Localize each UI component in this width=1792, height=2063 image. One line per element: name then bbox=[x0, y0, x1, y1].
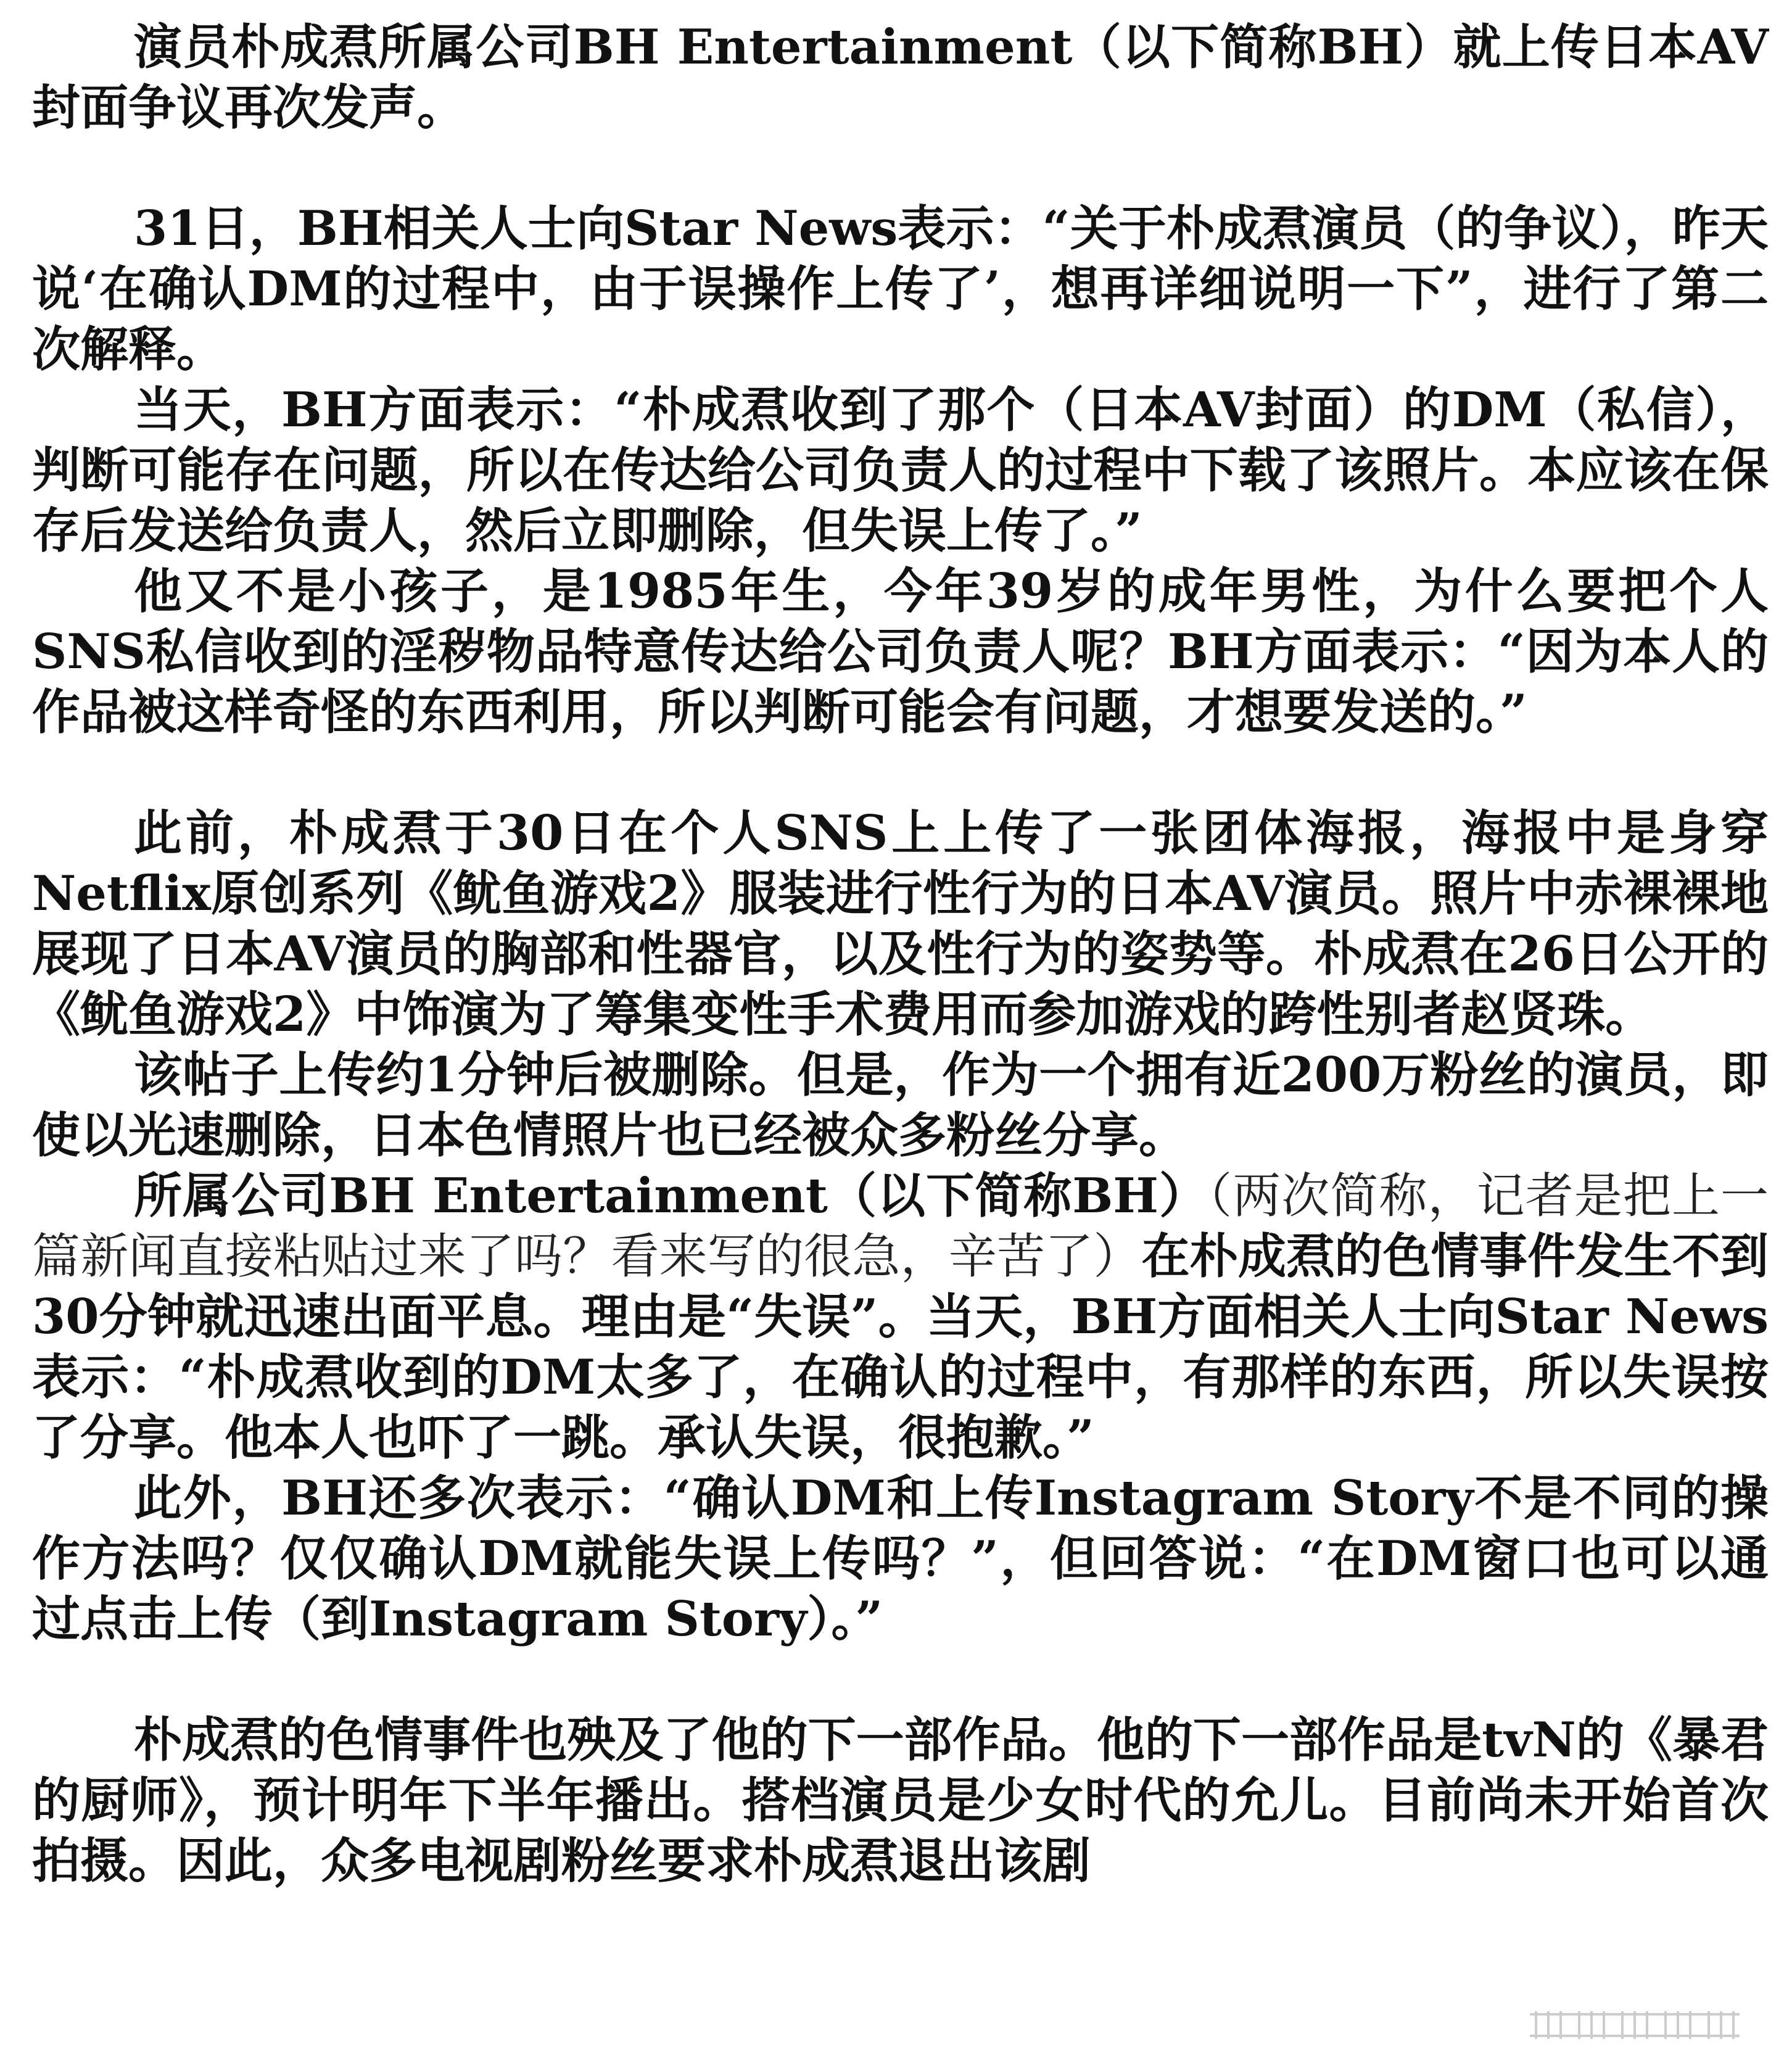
paragraph-7-lead: 所属公司BH Entertainment（以下简称BH） bbox=[134, 1168, 1208, 1224]
paragraph-2: 31日，BH相关人士向Star News表示：“关于朴成焄演员（的争议），昨天说‘在确认DM的过程中，由于误操作上传了’，想再详细说明一下”，进行了第二次解释。 bbox=[32, 201, 1769, 378]
paragraph-5: 此前，朴成焄于30日在个人SNS上上传了一张团体海报，海报中是身穿Netflix原创系列《鱿鱼游戏2》服装进行性行为的日本AV演员。照片中赤裸裸地展现了日本AV演员的胸部和性器官，以及性行为的姿势等。朴成焄在26日公开的《鱿鱼游戏2》中饰演为了筹集变性手术费用而参加游戏的跨性别者赵贤珠。 bbox=[32, 805, 1769, 1043]
paragraph-7-rest: 在朴成焄的色情事件发生不到30分钟就迅速出面平息。理由是“失误”。当天，BH方面相关人士向Star News表示：“朴成焄收到的DM太多了，在确认的过程中，有那样的东西，所以失误按了分享。他本人也吓了一跳。承认失误，很抱歉。” bbox=[32, 1228, 1769, 1466]
paragraph-spacer bbox=[32, 743, 1769, 803]
paragraph-7 bbox=[32, 1166, 1769, 1468]
article-body bbox=[32, 17, 1769, 1891]
paragraph-1: 演员朴成焄所属公司BH Entertainment（以下简称BH）就上传日本AV封面争议再次发声。 bbox=[32, 19, 1769, 136]
paragraph-8: 此外，BH还多次表示：“确认DM和上传Instagram Story不是不同的操作方法吗？仅仅确认DM就能失误上传吗？”，但回答说：“在DM窗口也可以通过点击上传（到Instagram Story）。” bbox=[32, 1470, 1769, 1647]
paragraph-3: 当天，BH方面表示：“朴成焄收到了那个（日本AV封面）的DM（私信），判断可能存在问题，所以在传达给公司负责人的过程中下载了该照片。本应该在保存后发送给负责人，然后立即删除，但失误上传了。” bbox=[32, 382, 1769, 559]
paragraph-spacer bbox=[32, 1650, 1769, 1710]
editor-aside-note: （两次简称，记者是把上一篇新闻直接粘贴过来了吗？看来写的很急，辛苦了） bbox=[32, 1168, 1769, 1284]
paragraph-6: 该帖子上传约1分钟后被删除。但是，作为一个拥有近200万粉丝的演员，即使以光速删除，日本色情照片也已经被众多粉丝分享。 bbox=[32, 1047, 1769, 1164]
watermark-icon bbox=[1443, 2002, 1764, 2045]
paragraph-4: 他又不是小孩子，是1985年生，今年39岁的成年男性，为什么要把个人SNS私信收到的淫秽物品特意传达给公司负责人呢？BH方面表示：“因为本人的作品被这样奇怪的东西利用，所以判断可能会有问题，才想要发送的。” bbox=[32, 563, 1769, 740]
paragraph-9: 朴成焄的色情事件也殃及了他的下一部作品。他的下一部作品是tvN的《暴君的厨师》，预计明年下半年播出。搭档演员是少女时代的允儿。目前尚未开始首次拍摄。因此，众多电视剧粉丝要求朴成焄退出该剧 bbox=[32, 1712, 1769, 1889]
paragraph-spacer bbox=[32, 138, 1769, 199]
